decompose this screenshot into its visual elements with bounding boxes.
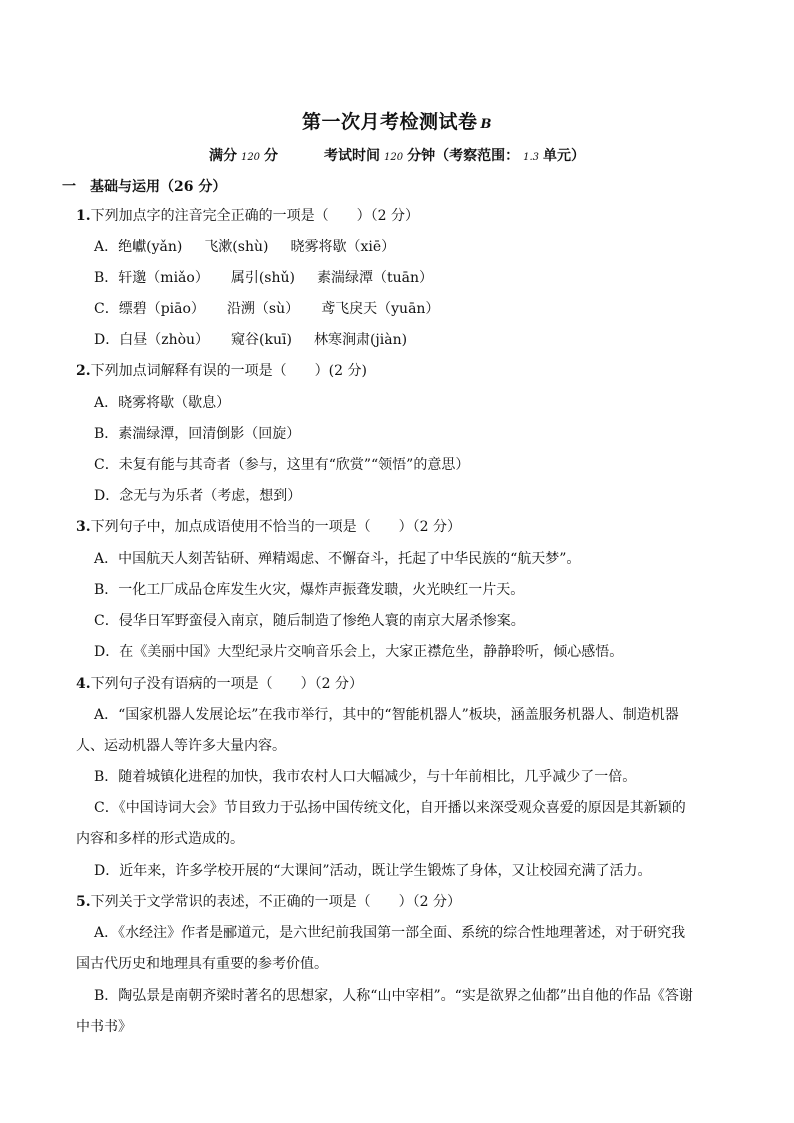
- question-stem: 下列加点字的注音完全正确的一项是（ ）（2 分）: [90, 208, 419, 224]
- question-1: [76, 206, 419, 226]
- question-stem: 下列关于文学常识的表述，不正确的一项是（ ）（2 分）: [90, 894, 461, 910]
- option-part: B．轩邈（miǎo）: [94, 270, 209, 286]
- q2-option-d: D．念无与为乐者（考虑，想到）: [94, 488, 302, 504]
- q3-option-a: A．中国航天人刻苦钻研、殚精竭虑、不懈奋斗，托起了中华民族的“航天梦”。: [94, 551, 581, 567]
- option-part: 飞漱(shù): [204, 239, 269, 255]
- range-value: 1.3: [523, 152, 540, 163]
- q4-option-a: A．“国家机器人发展论坛”在我市举行，其中的“智能机器人”板块，涵盖服务机器人、制造机器: [94, 707, 679, 723]
- q1-option-b: [94, 268, 433, 288]
- option-part: 鸢飞戾天（yuān）: [321, 301, 440, 317]
- time-unit: 分钟（考察范围：: [407, 148, 520, 164]
- question-number: 1.: [76, 208, 91, 224]
- time-label: 考试时间: [324, 148, 381, 164]
- q4-option-b: B．随着城镇化进程的加快，我市农村人口大幅减少，与十年前相比，几乎减少了一倍。: [94, 769, 637, 785]
- q4-option-c-continued: 内容和多样的形式造成的。: [76, 831, 244, 847]
- question-2: [76, 361, 367, 381]
- question-number: 4.: [76, 676, 91, 692]
- title-text: 第一次月考检测试卷: [301, 111, 478, 133]
- option-part: 窥谷(kuī): [231, 332, 292, 348]
- q4-option-a-continued: 人、运动机器人等许多大量内容。: [76, 738, 286, 754]
- question-stem: 下列加点词解释有误的一项是（ ）(2 分): [90, 363, 367, 379]
- q3-option-d: D．在《美丽中国》大型纪录片交响音乐会上，大家正襟危坐，静静聆听，倾心感悟。: [94, 644, 624, 660]
- title-suffix: B: [480, 117, 492, 132]
- option-part: 属引(shǔ): [230, 270, 295, 286]
- option-part: 素湍绿潭（tuān）: [316, 270, 433, 286]
- time-value: 120: [384, 152, 404, 163]
- score-label: 满分: [208, 148, 237, 164]
- option-part: 林寒涧肃(jiàn): [313, 332, 408, 348]
- score-value: 120: [240, 152, 261, 163]
- q5-option-b: B．陶弘景是南朝齐梁时著名的思想家，人称“山中宰相”。“实是欲界之仙都”出自他的作品《答谢: [94, 988, 693, 1004]
- q1-option-a: [94, 237, 395, 257]
- question-stem: 下列句子没有语病的一项是（ ）（2 分）: [90, 676, 363, 692]
- q1-option-c: [94, 299, 439, 319]
- question-number: 2.: [76, 363, 91, 379]
- q3-option-c: C．侵华日军野蛮侵入南京，随后制造了惨绝人寰的南京大屠杀惨案。: [94, 613, 525, 629]
- q3-option-b: B．一化工厂成品仓库发生火灾，爆炸声振聋发聩，火光映红一片天。: [94, 582, 525, 598]
- section-heading: 一 基础与运用（26 分）: [62, 179, 227, 195]
- q5-option-a-continued: 国古代历史和地理具有重要的参考价值。: [76, 956, 328, 972]
- exam-info: [0, 145, 794, 165]
- q2-option-c: C．未复有能与其奇者（参与，这里有“欣赏”“领悟”的意思）: [94, 457, 470, 473]
- option-part: 沿溯（sù）: [226, 301, 300, 317]
- page-title: [0, 107, 794, 134]
- option-part: C．缥碧（piāo）: [94, 301, 205, 317]
- option-part: D．白昼（zhòu）: [94, 332, 210, 348]
- q5-option-a: A．《水经注》作者是郦道元，是六世纪前我国第一部全面、系统的综合性地理著述，对于研究我: [94, 925, 686, 941]
- question-5: [76, 892, 461, 912]
- range-unit: 单元）: [543, 148, 586, 164]
- question-number: 5.: [76, 894, 91, 910]
- q5-option-b-continued: 中书书》: [76, 1019, 132, 1035]
- q2-option-a: A．晓雾将歇（歇息）: [94, 395, 231, 411]
- q2-option-b: B．素湍绿潭，回清倒影（回旋）: [94, 426, 301, 442]
- question-number: 3.: [76, 519, 91, 535]
- question-stem: 下列句子中，加点成语使用不恰当的一项是（ ）（2 分）: [90, 519, 461, 535]
- q1-option-d: [94, 330, 407, 350]
- score-unit: 分: [264, 148, 279, 164]
- question-4: [76, 674, 363, 694]
- option-part: A．绝巘(yǎn): [94, 239, 183, 255]
- q4-option-d: D．近年来，许多学校开展的“大课间”活动，既让学生锻炼了身体，又让校园充满了活力。: [94, 863, 652, 879]
- question-3: [76, 517, 461, 537]
- q4-option-c: C．《中国诗词大会》节目致力于弘扬中国传统文化，自开播以来深受观众喜爱的原因是其新颖的: [94, 800, 686, 816]
- option-part: 晓雾将歇（xiē）: [290, 239, 396, 255]
